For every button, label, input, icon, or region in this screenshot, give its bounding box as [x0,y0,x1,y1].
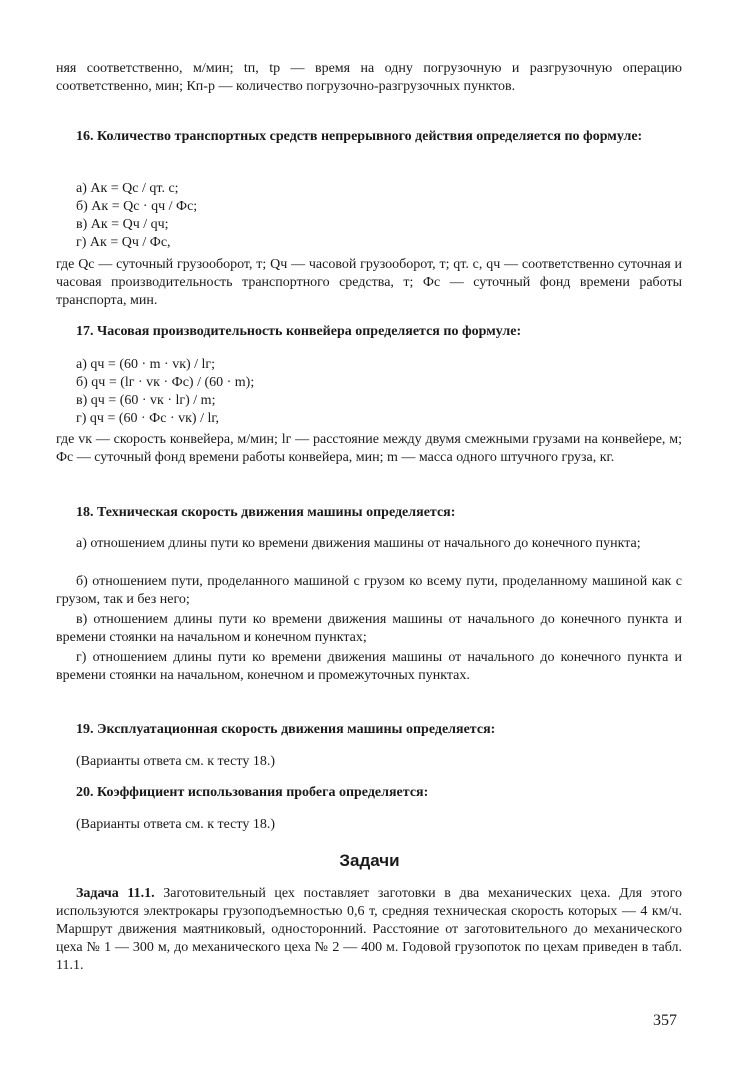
task-label: Задача 11.1. [76,886,155,901]
option-d: г) qч = (60 · Фс · vк) / lг, [76,411,220,426]
option-a: а) qч = (60 · m · vк) / lг; [76,357,216,372]
question-20: 20. Коэффициент использования пробега определяется: [76,785,429,800]
question-16: 16. Количество транспортных средств непрерывного действия определяется по формуле: [76,129,643,144]
question-17-legend: где vк — скорость конвейера, м/мин; lг — расстояние между двумя смежными грузами на конвейере, м; Фс — суточный фонд времени работы конвейера, мин; m — масса одного штучного груза, кг. [56,432,682,465]
option-b: б) qч = (lг · vк · Фс) / (60 · m); [76,375,255,390]
page-number: 357 [653,1012,677,1029]
task-11-1 [56,885,682,975]
section-heading: Задачи [339,851,400,870]
question-18: 18. Техническая скорость движения машины определяется: [76,505,456,520]
option-a: а) Aк = Qс / qт. с; [76,181,179,196]
question-16-options [76,180,682,252]
option-b: б) Aк = Qс · qч / Фс; [76,199,198,214]
option-d: г) Aк = Qч / Фс, [76,235,171,250]
question-18-option-d: г) отношением длины пути ко времени движения машины от начального до конечного пункта и времени стоянки на начальном, конечном и промежуточных пунктах. [56,650,682,683]
option-c: в) qч = (60 · vк · lг) / m; [76,393,216,408]
question-17: 17. Часовая производительность конвейера определяется по формуле: [76,324,522,339]
task-text: Заготовительный цех поставляет заготовки в два механических цеха. Для этого используются электрокары грузоподъемностью 0,6 т, средняя техническая скорость которых — 4 км/ч. Маршрут движения маятниковый, односторонний. Расстояние от заготовительного до механического цеха № 1 — 300 м, до механического цеха № 2 — 400 м. Годовой грузопоток по цехам приведен в табл. 11.1. [56,886,682,973]
question-19-note: (Варианты ответа см. к тесту 18.) [76,754,275,769]
question-17-options [76,356,682,428]
question-18-option-c: в) отношением длины пути ко времени движения машины от начального до конечного пункта и времени стоянки на начальном и конечном пунктах; [56,612,682,645]
question-18-option-b: б) отношением пути, проделанного машиной с грузом ко всему пути, проделанному машиной как с грузом, так и без него; [56,574,682,607]
question-16-legend: где Qс — суточный грузооборот, т; Qч — часовой грузооборот, т; qт. с, qч — соответственно суточная и часовая производительность транспортного средства, т; Фс — суточный фонд времени работы транспорта, мин. [56,257,682,308]
option-c: в) Aк = Qч / qч; [76,217,169,232]
intro-paragraph: няя соответственно, м/мин; tп, tр — время на одну погрузочную и разгрузочную операцию соответственно, мин; Кп-р — количество погрузочно-разгрузочных пунктов. [56,61,682,94]
question-18-option-a: а) отношением длины пути ко времени движения машины от начального до конечного пункта; [76,536,641,551]
question-19: 19. Эксплуатационная скорость движения машины определяется: [76,722,496,737]
question-20-note: (Варианты ответа см. к тесту 18.) [76,817,275,832]
